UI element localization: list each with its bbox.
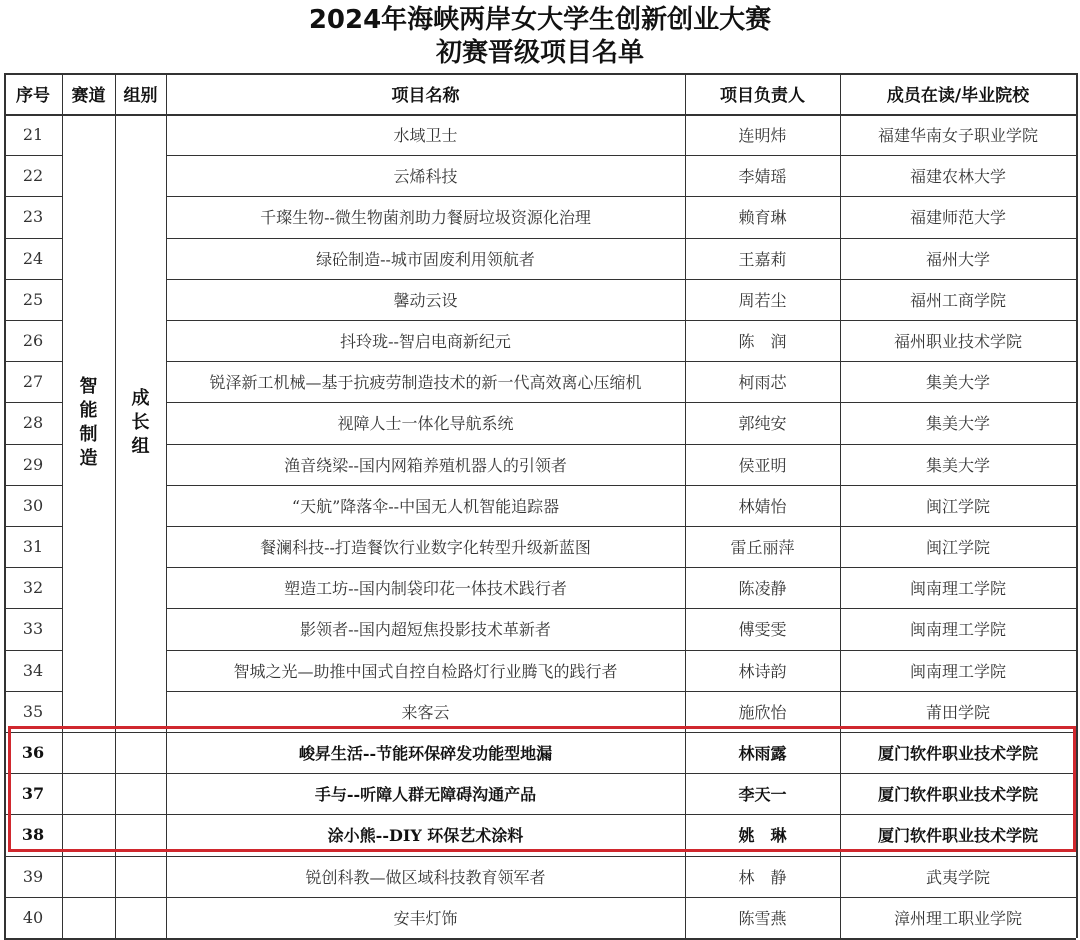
cell-leader: 姚 琳 — [738, 826, 787, 846]
cell-no: 40 — [22, 907, 44, 927]
grid-line — [166, 196, 1076, 197]
cell-project: 塑造工坊--国内制袋印花一体技术践行者 — [284, 579, 567, 599]
cell-school: 闽江学院 — [925, 538, 990, 558]
cell-leader: 赖育琳 — [738, 208, 787, 228]
grid-line — [166, 691, 1076, 692]
header-school: 成员在读/毕业院校 — [886, 86, 1030, 106]
grid-line — [166, 608, 1076, 609]
cell-project: 影领者--国内超短焦投影技术革新者 — [300, 620, 551, 640]
cell-project: 锐泽新工机械—基于抗疲劳制造技术的新一代高效离心压缩机 — [209, 373, 642, 393]
cell-leader: 陈雪燕 — [738, 908, 787, 928]
cell-project: 水域卫士 — [393, 126, 458, 146]
grid-line — [1076, 73, 1078, 938]
cell-school: 厦门软件职业技术学院 — [877, 744, 1038, 764]
track-char: 能 — [79, 400, 98, 421]
cell-leader: 施欣怡 — [738, 702, 787, 722]
grid-line — [166, 238, 1076, 239]
grid-line — [4, 773, 1076, 774]
cell-school: 莆田学院 — [925, 702, 990, 722]
grid-line — [4, 196, 62, 197]
cell-school: 集美大学 — [925, 414, 990, 434]
cell-no: 38 — [21, 825, 45, 845]
grid-line — [166, 485, 1076, 486]
grid-line — [4, 814, 1076, 815]
cell-leader: 林雨露 — [738, 744, 787, 764]
grid-line — [166, 320, 1076, 321]
cell-no: 31 — [22, 537, 44, 557]
cell-leader: 周若尘 — [738, 290, 787, 310]
cell-school: 集美大学 — [925, 455, 990, 475]
cell-no: 34 — [22, 660, 44, 680]
cell-no: 33 — [22, 619, 44, 639]
track-char: 制 — [79, 424, 98, 445]
grid-line — [166, 361, 1076, 362]
cell-school: 闽南理工学院 — [909, 579, 1006, 599]
grid-line — [166, 526, 1076, 527]
grid-line — [4, 73, 6, 938]
cell-leader: 侯亚明 — [738, 455, 787, 475]
cell-project: 峻昇生活--节能环保碎发功能型地漏 — [298, 744, 553, 764]
header-leader: 项目负责人 — [720, 86, 805, 106]
grid-line — [166, 567, 1076, 568]
cell-no: 27 — [22, 372, 44, 392]
cell-project: 智城之光—助推中国式自控自检路灯行业腾飞的践行者 — [233, 661, 618, 681]
cell-leader: 林婧怡 — [738, 496, 787, 516]
cell-project: 餐澜科技--打造餐饮行业数字化转型升级新蓝图 — [260, 538, 591, 558]
track-merged-cell — [62, 114, 115, 732]
cell-project: 来客云 — [401, 702, 450, 722]
cell-leader: 连明炜 — [738, 126, 787, 146]
cell-school: 闽南理工学院 — [909, 661, 1006, 681]
grid-line — [62, 73, 63, 938]
cell-leader: 柯雨芯 — [738, 373, 787, 393]
grid-line — [4, 856, 1076, 857]
cell-leader: 雷丘丽萍 — [730, 538, 795, 558]
grid-line — [166, 444, 1076, 445]
group-char: 组 — [131, 436, 150, 457]
cell-project: 安丰灯饰 — [393, 908, 458, 928]
grid-line — [166, 402, 1076, 403]
cell-no: 39 — [22, 866, 44, 886]
cell-no: 23 — [22, 207, 44, 227]
cell-no: 29 — [22, 454, 44, 474]
cell-no: 28 — [22, 413, 44, 433]
cell-school: 闽南理工学院 — [909, 620, 1006, 640]
cell-no: 24 — [22, 248, 44, 268]
grid-line — [4, 279, 62, 280]
track-char: 造 — [79, 448, 98, 469]
cell-no: 21 — [22, 125, 44, 145]
cell-school: 漳州理工职业学院 — [893, 908, 1022, 928]
cell-leader: 郭纯安 — [738, 414, 787, 434]
grid-line — [685, 73, 686, 938]
cell-school: 福建农林大学 — [909, 167, 1006, 187]
grid-line — [166, 279, 1076, 280]
header-group: 组别 — [123, 86, 158, 106]
cell-school: 厦门软件职业技术学院 — [877, 785, 1038, 805]
cell-no: 36 — [21, 743, 45, 763]
cell-no: 32 — [22, 578, 44, 598]
grid-line — [4, 320, 62, 321]
cell-leader: 陈凌静 — [738, 579, 787, 599]
cell-school: 福建华南女子职业学院 — [877, 126, 1038, 146]
cell-leader: 陈 润 — [738, 332, 787, 352]
grid-line — [840, 73, 841, 938]
cell-no: 26 — [22, 331, 44, 351]
grid-line — [166, 155, 1076, 156]
cell-project: 云烯科技 — [393, 167, 458, 187]
group-merged-cell — [115, 114, 166, 732]
cell-no: 37 — [21, 784, 45, 804]
grid-line — [4, 361, 62, 362]
cell-project: 绿砼制造--城市固废利用领航者 — [316, 249, 535, 269]
group-char: 成 — [131, 388, 150, 409]
cell-leader: 李婧瑶 — [738, 167, 787, 187]
cell-project: 渔音绕梁--国内网箱养殖机器人的引领者 — [284, 455, 567, 475]
grid-line — [4, 567, 62, 568]
cell-school: 福建师范大学 — [909, 208, 1006, 228]
grid-line — [4, 526, 62, 527]
header-no: 序号 — [16, 86, 50, 106]
grid-line — [166, 650, 1076, 651]
cell-school: 闽江学院 — [925, 496, 990, 516]
cell-no: 22 — [22, 166, 44, 186]
document-subtitle: 初赛晋级项目名单 — [435, 38, 644, 68]
cell-leader: 李天一 — [738, 785, 787, 805]
grid-line — [4, 444, 62, 445]
grid-line — [4, 402, 62, 403]
document-title: 2024年海峡两岸女大学生创新创业大赛 — [308, 5, 772, 35]
grid-line — [4, 897, 1076, 898]
cell-leader: 王嘉莉 — [738, 249, 787, 269]
grid-line — [4, 238, 62, 239]
cell-project: 手与--听障人群无障碍沟通产品 — [314, 785, 537, 805]
header-track: 赛道 — [71, 86, 106, 106]
cell-no: 35 — [22, 701, 44, 721]
header-project: 项目名称 — [391, 86, 460, 106]
cell-project: 抖玲珑--智启电商新纪元 — [340, 332, 511, 352]
cell-project: 馨动云设 — [393, 290, 458, 310]
cell-school: 厦门软件职业技术学院 — [877, 826, 1038, 846]
grid-line — [4, 650, 62, 651]
grid-line — [4, 485, 62, 486]
cell-no: 30 — [22, 495, 44, 515]
track-char: 智 — [79, 376, 98, 397]
grid-line — [4, 732, 1076, 733]
cell-leader: 林 静 — [738, 867, 787, 887]
grid-line — [4, 608, 62, 609]
cell-school: 集美大学 — [925, 373, 990, 393]
grid-line — [115, 73, 116, 938]
cell-project: 视障人士一体化导航系统 — [337, 414, 514, 434]
cell-school: 福州大学 — [925, 249, 990, 269]
cell-school: 福州职业技术学院 — [893, 332, 1022, 352]
grid-line — [4, 73, 1076, 75]
cell-leader: 林诗韵 — [738, 661, 787, 681]
cell-no: 25 — [22, 289, 44, 309]
cell-project: 锐创科教—做区域科技教育领军者 — [305, 867, 546, 887]
grid-line — [4, 114, 1076, 116]
group-char: 长 — [131, 412, 150, 433]
cell-school: 福州工商学院 — [909, 290, 1006, 310]
grid-line — [166, 73, 167, 938]
grid-line — [4, 155, 62, 156]
cell-project: “天航”降落伞--中国无人机智能追踪器 — [291, 496, 560, 516]
cell-school: 武夷学院 — [925, 867, 990, 887]
grid-line — [4, 691, 62, 692]
cell-leader: 傅雯雯 — [738, 620, 787, 640]
cell-project: 涂小熊--DIY 环保艺术涂料 — [327, 826, 524, 846]
cell-project: 千璨生物--微生物菌剂助力餐厨垃圾资源化治理 — [260, 208, 591, 228]
